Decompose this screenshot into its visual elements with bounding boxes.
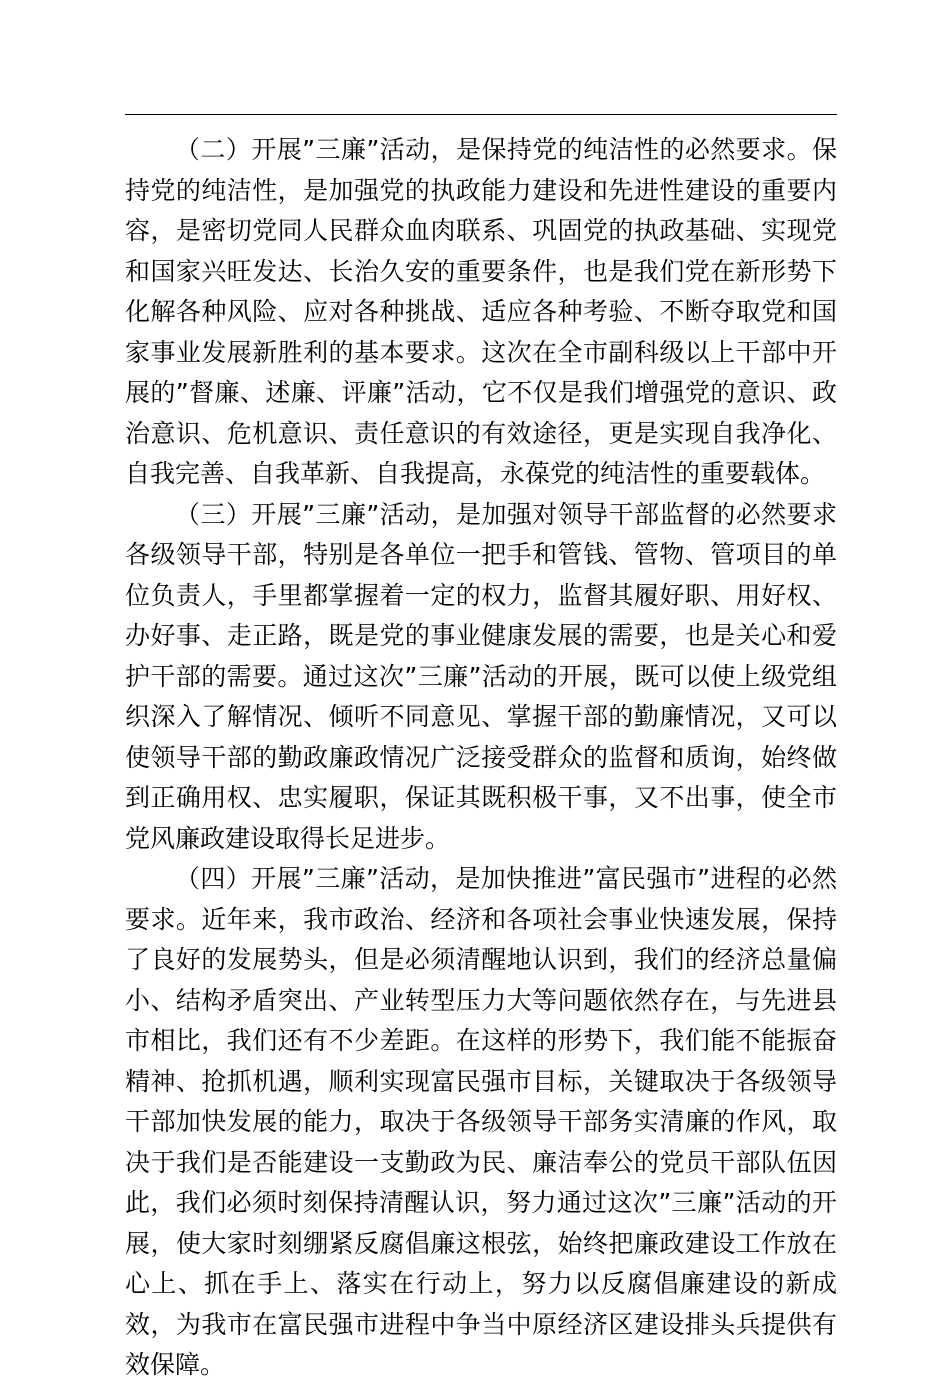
- document-body: [125, 130, 837, 1386]
- paragraph-2: （二）开展”三廉”活动，是保持党的纯洁性的必然要求。保持党的纯洁性，是加强党的执政能力建设和先进性建设的重要内容，是密切党同人民群众血肉联系、巩固党的执政基础、实现党和国家兴旺发达、长治久安的重要条件，也是我们党在新形势下化解各种风险、应对各种挑战、适应各种考验、不断夺取党和国家事业发展新胜利的基本要求。这次在全市副科级以上干部中开展的”督廉、述廉、评廉”活动，它不仅是我们增强党的意识、政治意识、危机意识、责任意识的有效途径，更是实现自我净化、自我完善、自我革新、自我提高，永葆党的纯洁性的重要载体。: [125, 135, 837, 488]
- paragraph-3: （三）开展”三廉”活动，是加强对领导干部监督的必然要求各级领导干部，特别是各单位一把手和管钱、管物、管项目的单位负责人，手里都掌握着一定的权力，监督其履好职、用好权、办好事、走正路，既是党的事业健康发展的需要，也是关心和爱护干部的需要。通过这次”三廉”活动的开展，既可以使上级党组织深入了解情况、倾听不同意见、掌握干部的勤廉情况，又可以使领导干部的勤政廉政情况广泛接受群众的监督和质询，始终做到正确用权、忠实履职，保证其既积极干事，又不出事，使全市党风廉政建设取得长足进步。: [125, 499, 837, 853]
- paragraph-4: （四）开展”三廉”活动，是加快推进”富民强市”进程的必然要求。近年来，我市政治、经济和各项社会事业快速发展，保持了良好的发展势头，但是必须清醒地认识到，我们的经济总量偏小、结构矛盾突出、产业转型压力大等问题依然存在，与先进县市相比，我们还有不少差距。在这样的形势下，我们能不能振奋精神、抢抓机遇，顺利实现富民强市目标，关键取决于各级领导干部加快发展的能力，取决于各级领导干部务实清廉的作风，取决于我们是否能建设一支勤政为民、廉洁奉公的党员干部队伍因此，我们必须时刻保持清醒认识，努力通过这次”三廉”活动的开展，使大家时刻绷紧反腐倡廉这根弦，始终把廉政建设工作放在心上、抓在手上、落实在行动上，努力以反腐倡廉建设的新成效，为我市在富民强市进程中争当中原经济区建设排头兵提供有效保障。: [125, 864, 837, 1379]
- header-divider: [125, 114, 837, 115]
